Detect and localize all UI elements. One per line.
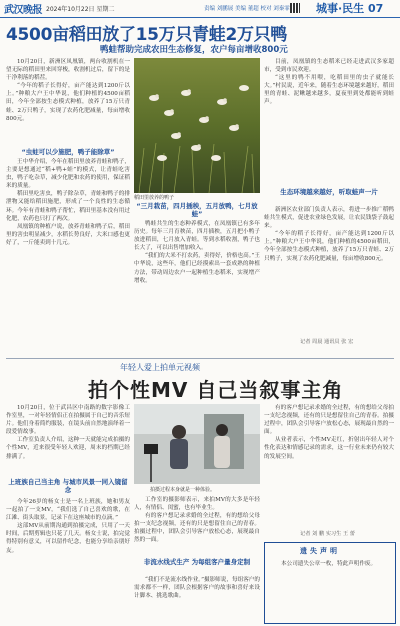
story1-subtitle-1: “虫蛀可以少施肥，鸭子能除草” [21, 148, 115, 156]
paragraph: 凤凰镇的种植户说，放养青蛙和鸭子后，稻田里的害虫明显减少，水稻长势良好，大米口感也更好了，一斤能卖到十几元。 [6, 223, 130, 246]
story1-subtitle-3: 生态环境越来越好，听取蛙声一片 [280, 188, 378, 196]
story1-col3b [264, 206, 394, 336]
story2-subtitle-2: 非流水线式生产 为每组客户量身定制 [143, 558, 251, 566]
paragraph: 稻田里吃害虫，鸭子除杂草，青蛙和鸭子的排泄物又能给稻田施肥，形成了一个良性的生态循环。今年有青蛙和鸭子帮忙，稻田里基本没有用过化肥，农药也只打了两次。 [6, 191, 130, 222]
story1-col2b [134, 220, 260, 354]
duck-rice-photo-image [134, 58, 260, 193]
paragraph: “我们不是流水线作业。”摄影师说，每组客户的需求都不一样，团队会根据客户的故事和喜好来设计脚本、挑选歌曲。 [134, 577, 260, 600]
paragraph: “今年的稻子长得好，亩产能达到1200斤以上。”种粮大户王中华说，他们种植的4500亩稻田，今年全部按生态模式种植，放养了15万只青蛙、2万只鸭子，实现了农药化肥减量，每亩增收800元。 [264, 231, 394, 262]
story1-subtitle-2: “三月栽苗，四月插秧，五月放鸭，七月放蛙” [136, 202, 258, 218]
story2-byline: 记者 刘 鹏 实习生 王 蕾 [300, 531, 355, 537]
section-title: 城事·民生 07 [316, 2, 384, 15]
paragraph: 今年26岁的杨女士是一名上班族，她和男友一起拍了一支MV，“我们选了自己喜欢的歌，在江滩、街头取景，记录下在这座城市的点滴。” [6, 499, 130, 522]
story1-photo-caption: 稻田里放养的鸭子 [134, 195, 175, 201]
paragraph: “这里的鸭不用喂，吃稻田里的虫子就能长大。”村民说，近年来，随着生态环境越来越好，稻田里的青蛙、泥鳅越来越多，夏夜里到处都能听到蛙声。 [264, 75, 394, 106]
paragraph: 工作室的摄影师表示，来拍MV的大多是年轻人，有情侣、闺蜜，也有毕业生。 [134, 497, 260, 512]
story2-col2b [134, 576, 260, 622]
section-divider [6, 358, 394, 359]
story2-kicker: 年轻人爱上拍单元视频 [120, 363, 200, 372]
story2-col3 [264, 404, 394, 530]
mv-shoot-photo [134, 404, 260, 484]
paragraph: 鸭蛙共生的生态种养模式，在凤凰镇已有多年历史。每年三月育秧苗，四月插秧，五月把小鸭子放进稻田，七月放入青蛙。等到水稻收割，鸭子也长大了，可以出售增加收入。 [134, 221, 260, 252]
story1-byline: 记者 周晨 通讯员 张 宏 [300, 339, 354, 345]
paragraph: “我们的大米不打农药，卖得好，价格也高。”王中华说，这些年，他们已经摸索出一套成熟的种植方法，带动周边农户一起种植生态稻米，实现增产增收。 [134, 253, 260, 284]
story2-subtitle-1: 上班族自己当主角 与城市风景一同入镜留念 [8, 478, 128, 494]
lost-notice-title: 遗失声明 [300, 547, 340, 555]
story2-headline: 拍个性MV 自己当叙事主角 [88, 378, 344, 402]
story1-col3 [264, 58, 394, 186]
qr-code-icon [290, 3, 300, 13]
story1-col1b [6, 158, 130, 354]
paragraph: 新洲区农业部门负责人表示，将进一步推广稻鸭蛙共生模式，促进农业绿色发展，让农民钱袋子鼓起来。 [264, 207, 394, 230]
story2-col1 [6, 404, 130, 474]
paragraph: 10月20日，新洲区凤凰镇，两台收割机在一望无际的稻田里来回穿梭，收割机过后，留下的是干净利落的稻茬。 [6, 59, 130, 82]
paragraph: 从业者表示，个性MV走红，折射出年轻人对个性化表达和情感记录的需求，这一行业未来仍有较大的发展空间。 [264, 437, 394, 460]
issue-date: 2024年10月22日 星期二 [46, 6, 115, 13]
paragraph: 10月20日，位于武昌区中南路的数字影像工作室里，一对年轻情侣正在拍摄属于自己的音乐短片。他们身着简约服装，在镜头前自然地演绎着一段爱情故事。 [6, 405, 130, 436]
paragraph: “今年的稻子长得好，亩产能达到1200斤以上。”种粮大户王中华说，他们种植的4500亩稻田，今年全部按生态模式种植，放养了15万只青蛙、2万只鸭子，实现了农药化肥减量，每亩增收800元。 [6, 83, 130, 122]
story2-col2 [134, 496, 260, 554]
paragraph: 本公司遗失公章一枚，特此声明作废。 [281, 561, 377, 567]
duck-rice-photo [134, 58, 260, 193]
paragraph: 工作室负责人介绍，这种一天就能完成拍摄的个性MV，近来很受年轻人欢迎，周末的档期已经排满了。 [6, 437, 130, 460]
paragraph: 有的客户想记录求婚的全过程，有的想给父母拍一支纪念视频，还有的只是想留住自己的青春。拍摄过程中，团队会引导客户放松心态，展现最自然的一面。 [264, 405, 394, 436]
mv-shoot-photo-image [134, 404, 260, 484]
story1-col1 [6, 58, 130, 146]
story2-col1b [6, 498, 130, 622]
story1-subhead: 鸭蛙帮助完成农田生态修复，农户每亩增收800元 [100, 45, 288, 55]
paragraph: 目前，凤凰镇的生态稻米已经走进武汉多家超市，受到市民欢迎。 [264, 59, 394, 74]
paragraph: 王中华介绍，今年在稻田里放养青蛙和鸭子，主要是想通过“稻+鸭+蛙”的模式，让青蛙吃害虫，鸭子吃杂草，减少化肥和农药的使用，保证稻米的质量。 [6, 159, 130, 190]
editor-credits: 责编 刘鹏展 美编 董超 校对 刘秦霏 [204, 6, 290, 12]
story2-photo-caption: 拍摄过程本身就是一种体验。 [150, 487, 216, 493]
story1-headline: 4500亩稻田放了15万只青蛙2万只鸭 [6, 25, 288, 45]
paragraph: 有的客户想记录求婚的全过程，有的想给父母拍一支纪念视频，还有的只是想留住自己的青春。拍摄过程中，团队会引导客户放松心态，展现最自然的一面。 [134, 513, 260, 544]
newspaper-logo: 武汉晚报 [4, 5, 42, 16]
lost-notice-text [270, 560, 388, 618]
paragraph: 这部MV从前期沟通到拍摄完成，只用了一天时间，后期剪辑也只花了几天。杨女士说，拍完觉得特别有意义，可以留作纪念，也能分享给亲朋好友。 [6, 523, 130, 554]
